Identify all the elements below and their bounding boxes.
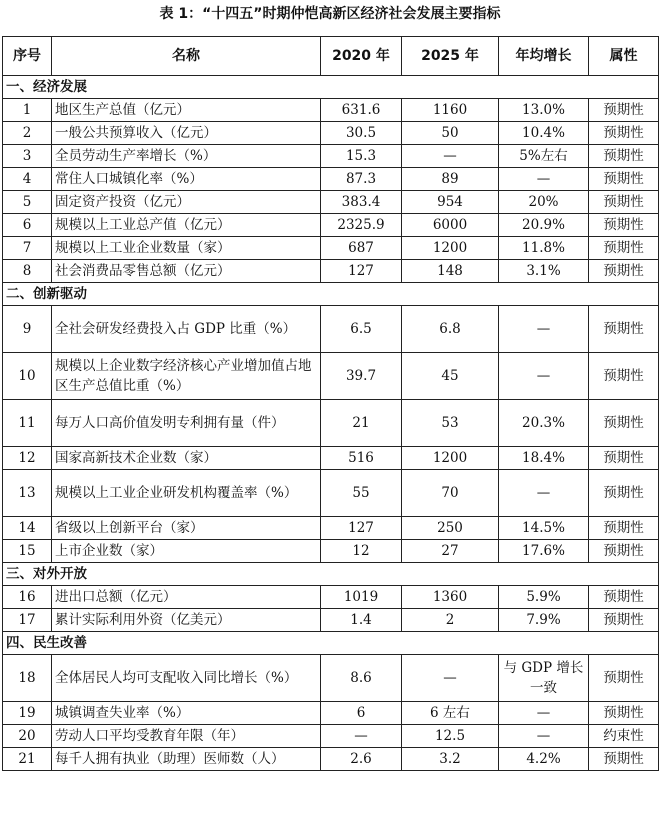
- cell-growth: 13.0%: [499, 99, 589, 122]
- cell-2025: —: [402, 655, 499, 702]
- cell-attr: 预期性: [589, 609, 659, 632]
- cell-no: 20: [3, 725, 52, 748]
- cell-no: 15: [3, 540, 52, 563]
- cell-2020: 127: [321, 517, 402, 540]
- cell-2020: —: [321, 725, 402, 748]
- cell-growth: 7.9%: [499, 609, 589, 632]
- cell-2025: 12.5: [402, 725, 499, 748]
- cell-growth: 5.9%: [499, 586, 589, 609]
- cell-attr: 预期性: [589, 99, 659, 122]
- cell-growth: 20%: [499, 191, 589, 214]
- cell-2020: 21: [321, 400, 402, 447]
- cell-2020: 15.3: [321, 145, 402, 168]
- section-title: 一、经济发展: [3, 76, 659, 99]
- section-row: [3, 76, 659, 99]
- cell-2020: 631.6: [321, 99, 402, 122]
- cell-2025: 6.8: [402, 306, 499, 353]
- cell-growth: 3.1%: [499, 260, 589, 283]
- cell-attr: 预期性: [589, 306, 659, 353]
- cell-2025: 53: [402, 400, 499, 447]
- cell-no: 5: [3, 191, 52, 214]
- cell-2025: 148: [402, 260, 499, 283]
- cell-2025: 1200: [402, 447, 499, 470]
- cell-2020: 39.7: [321, 353, 402, 400]
- table-row: [3, 586, 659, 609]
- cell-no: 13: [3, 470, 52, 517]
- table-row: [3, 122, 659, 145]
- cell-growth: —: [499, 725, 589, 748]
- cell-attr: 预期性: [589, 517, 659, 540]
- cell-2025: 1360: [402, 586, 499, 609]
- cell-2025: 250: [402, 517, 499, 540]
- cell-2025: 89: [402, 168, 499, 191]
- cell-name: 全员劳动生产率增长（%）: [52, 145, 321, 168]
- cell-name: 城镇调查失业率（%）: [52, 702, 321, 725]
- cell-attr: 预期性: [589, 447, 659, 470]
- cell-name: 每万人口高价值发明专利拥有量（件）: [52, 400, 321, 447]
- cell-2020: 6: [321, 702, 402, 725]
- cell-growth: 4.2%: [499, 748, 589, 771]
- table-row: [3, 470, 659, 517]
- cell-2020: 2325.9: [321, 214, 402, 237]
- table-row: [3, 609, 659, 632]
- cell-2020: 383.4: [321, 191, 402, 214]
- header-attr: 属性: [589, 37, 659, 76]
- cell-name: 全体居民人均可支配收入同比增长（%）: [52, 655, 321, 702]
- section-title: 二、创新驱动: [3, 283, 659, 306]
- cell-2025: 1200: [402, 237, 499, 260]
- table-row: [3, 260, 659, 283]
- cell-2020: 687: [321, 237, 402, 260]
- cell-growth: —: [499, 470, 589, 517]
- cell-growth: 14.5%: [499, 517, 589, 540]
- cell-attr: 预期性: [589, 540, 659, 563]
- cell-growth: 18.4%: [499, 447, 589, 470]
- cell-no: 2: [3, 122, 52, 145]
- cell-no: 9: [3, 306, 52, 353]
- cell-attr: 预期性: [589, 702, 659, 725]
- cell-growth: —: [499, 353, 589, 400]
- cell-growth: —: [499, 168, 589, 191]
- cell-name: 常住人口城镇化率（%）: [52, 168, 321, 191]
- cell-no: 1: [3, 99, 52, 122]
- cell-attr: 预期性: [589, 260, 659, 283]
- cell-attr: 预期性: [589, 122, 659, 145]
- header-no: 序号: [3, 37, 52, 76]
- header-name: 名称: [52, 37, 321, 76]
- table-row: [3, 191, 659, 214]
- cell-name: 上市企业数（家）: [52, 540, 321, 563]
- cell-2025: 954: [402, 191, 499, 214]
- cell-name: 地区生产总值（亿元）: [52, 99, 321, 122]
- cell-growth: 20.3%: [499, 400, 589, 447]
- cell-no: 19: [3, 702, 52, 725]
- cell-no: 7: [3, 237, 52, 260]
- cell-growth: 20.9%: [499, 214, 589, 237]
- cell-no: 8: [3, 260, 52, 283]
- cell-no: 11: [3, 400, 52, 447]
- table-row: [3, 702, 659, 725]
- cell-name: 社会消费品零售总额（亿元）: [52, 260, 321, 283]
- header-growth: 年均增长: [499, 37, 589, 76]
- table-row: [3, 748, 659, 771]
- cell-2025: —: [402, 145, 499, 168]
- cell-attr: 预期性: [589, 748, 659, 771]
- table-row: [3, 214, 659, 237]
- cell-2025: 6 左右: [402, 702, 499, 725]
- cell-name: 一般公共预算收入（亿元）: [52, 122, 321, 145]
- section-title: 四、民生改善: [3, 632, 659, 655]
- table-title: 表 1：“十四五”时期仲恺高新区经济社会发展主要指标: [159, 6, 501, 22]
- cell-attr: 预期性: [589, 168, 659, 191]
- cell-no: 6: [3, 214, 52, 237]
- cell-2020: 8.6: [321, 655, 402, 702]
- cell-name: 规模以上工业企业研发机构覆盖率（%）: [52, 470, 321, 517]
- cell-2020: 1019: [321, 586, 402, 609]
- table-body: [3, 76, 659, 771]
- cell-attr: 预期性: [589, 400, 659, 447]
- table-row: [3, 237, 659, 260]
- cell-2025: 2: [402, 609, 499, 632]
- cell-2020: 30.5: [321, 122, 402, 145]
- cell-name: 省级以上创新平台（家）: [52, 517, 321, 540]
- section-row: [3, 632, 659, 655]
- cell-no: 16: [3, 586, 52, 609]
- section-row: [3, 283, 659, 306]
- cell-name: 累计实际利用外资（亿美元）: [52, 609, 321, 632]
- cell-no: 17: [3, 609, 52, 632]
- cell-name: 规模以上工业总产值（亿元）: [52, 214, 321, 237]
- cell-name: 全社会研发经费投入占 GDP 比重（%）: [52, 306, 321, 353]
- cell-no: 4: [3, 168, 52, 191]
- cell-no: 21: [3, 748, 52, 771]
- table-row: [3, 517, 659, 540]
- cell-attr: 预期性: [589, 470, 659, 517]
- cell-name: 进出口总额（亿元）: [52, 586, 321, 609]
- cell-no: 18: [3, 655, 52, 702]
- cell-name: 每千人拥有执业（助理）医师数（人）: [52, 748, 321, 771]
- cell-attr: 预期性: [589, 191, 659, 214]
- cell-growth: —: [499, 306, 589, 353]
- cell-2020: 6.5: [321, 306, 402, 353]
- indicators-table: [2, 36, 659, 771]
- cell-2025: 50: [402, 122, 499, 145]
- table-row: [3, 306, 659, 353]
- table-row: [3, 99, 659, 122]
- table-row: [3, 725, 659, 748]
- header-2020: 2020 年: [321, 37, 402, 76]
- cell-2020: 87.3: [321, 168, 402, 191]
- table-row: [3, 168, 659, 191]
- header-row: [3, 37, 659, 76]
- cell-no: 12: [3, 447, 52, 470]
- cell-growth: 10.4%: [499, 122, 589, 145]
- table-row: [3, 655, 659, 702]
- header-2025: 2025 年: [402, 37, 499, 76]
- cell-name: 劳动人口平均受教育年限（年）: [52, 725, 321, 748]
- cell-attr: 预期性: [589, 655, 659, 702]
- cell-2025: 6000: [402, 214, 499, 237]
- cell-attr: 预期性: [589, 586, 659, 609]
- cell-name: 固定资产投资（亿元）: [52, 191, 321, 214]
- cell-growth: 5%左右: [499, 145, 589, 168]
- table-row: [3, 145, 659, 168]
- cell-attr: 预期性: [589, 214, 659, 237]
- table-row: [3, 353, 659, 400]
- cell-2025: 45: [402, 353, 499, 400]
- table-row: [3, 540, 659, 563]
- section-row: [3, 563, 659, 586]
- cell-no: 3: [3, 145, 52, 168]
- cell-2025: 1160: [402, 99, 499, 122]
- cell-growth: 17.6%: [499, 540, 589, 563]
- table-row: [3, 400, 659, 447]
- cell-2020: 2.6: [321, 748, 402, 771]
- cell-name: 规模以上企业数字经济核心产业增加值占地区生产总值比重（%）: [52, 353, 321, 400]
- cell-growth: —: [499, 702, 589, 725]
- cell-no: 10: [3, 353, 52, 400]
- cell-2025: 3.2: [402, 748, 499, 771]
- cell-growth: 11.8%: [499, 237, 589, 260]
- cell-attr: 预期性: [589, 145, 659, 168]
- cell-2020: 12: [321, 540, 402, 563]
- cell-attr: 预期性: [589, 237, 659, 260]
- cell-2020: 55: [321, 470, 402, 517]
- cell-2025: 27: [402, 540, 499, 563]
- table-row: [3, 447, 659, 470]
- cell-no: 14: [3, 517, 52, 540]
- cell-growth: 与 GDP 增长一致: [499, 655, 589, 702]
- cell-2020: 516: [321, 447, 402, 470]
- cell-2020: 127: [321, 260, 402, 283]
- cell-attr: 约束性: [589, 725, 659, 748]
- cell-name: 国家高新技术企业数（家）: [52, 447, 321, 470]
- cell-name: 规模以上工业企业数量（家）: [52, 237, 321, 260]
- cell-attr: 预期性: [589, 353, 659, 400]
- cell-2020: 1.4: [321, 609, 402, 632]
- section-title: 三、对外开放: [3, 563, 659, 586]
- cell-2025: 70: [402, 470, 499, 517]
